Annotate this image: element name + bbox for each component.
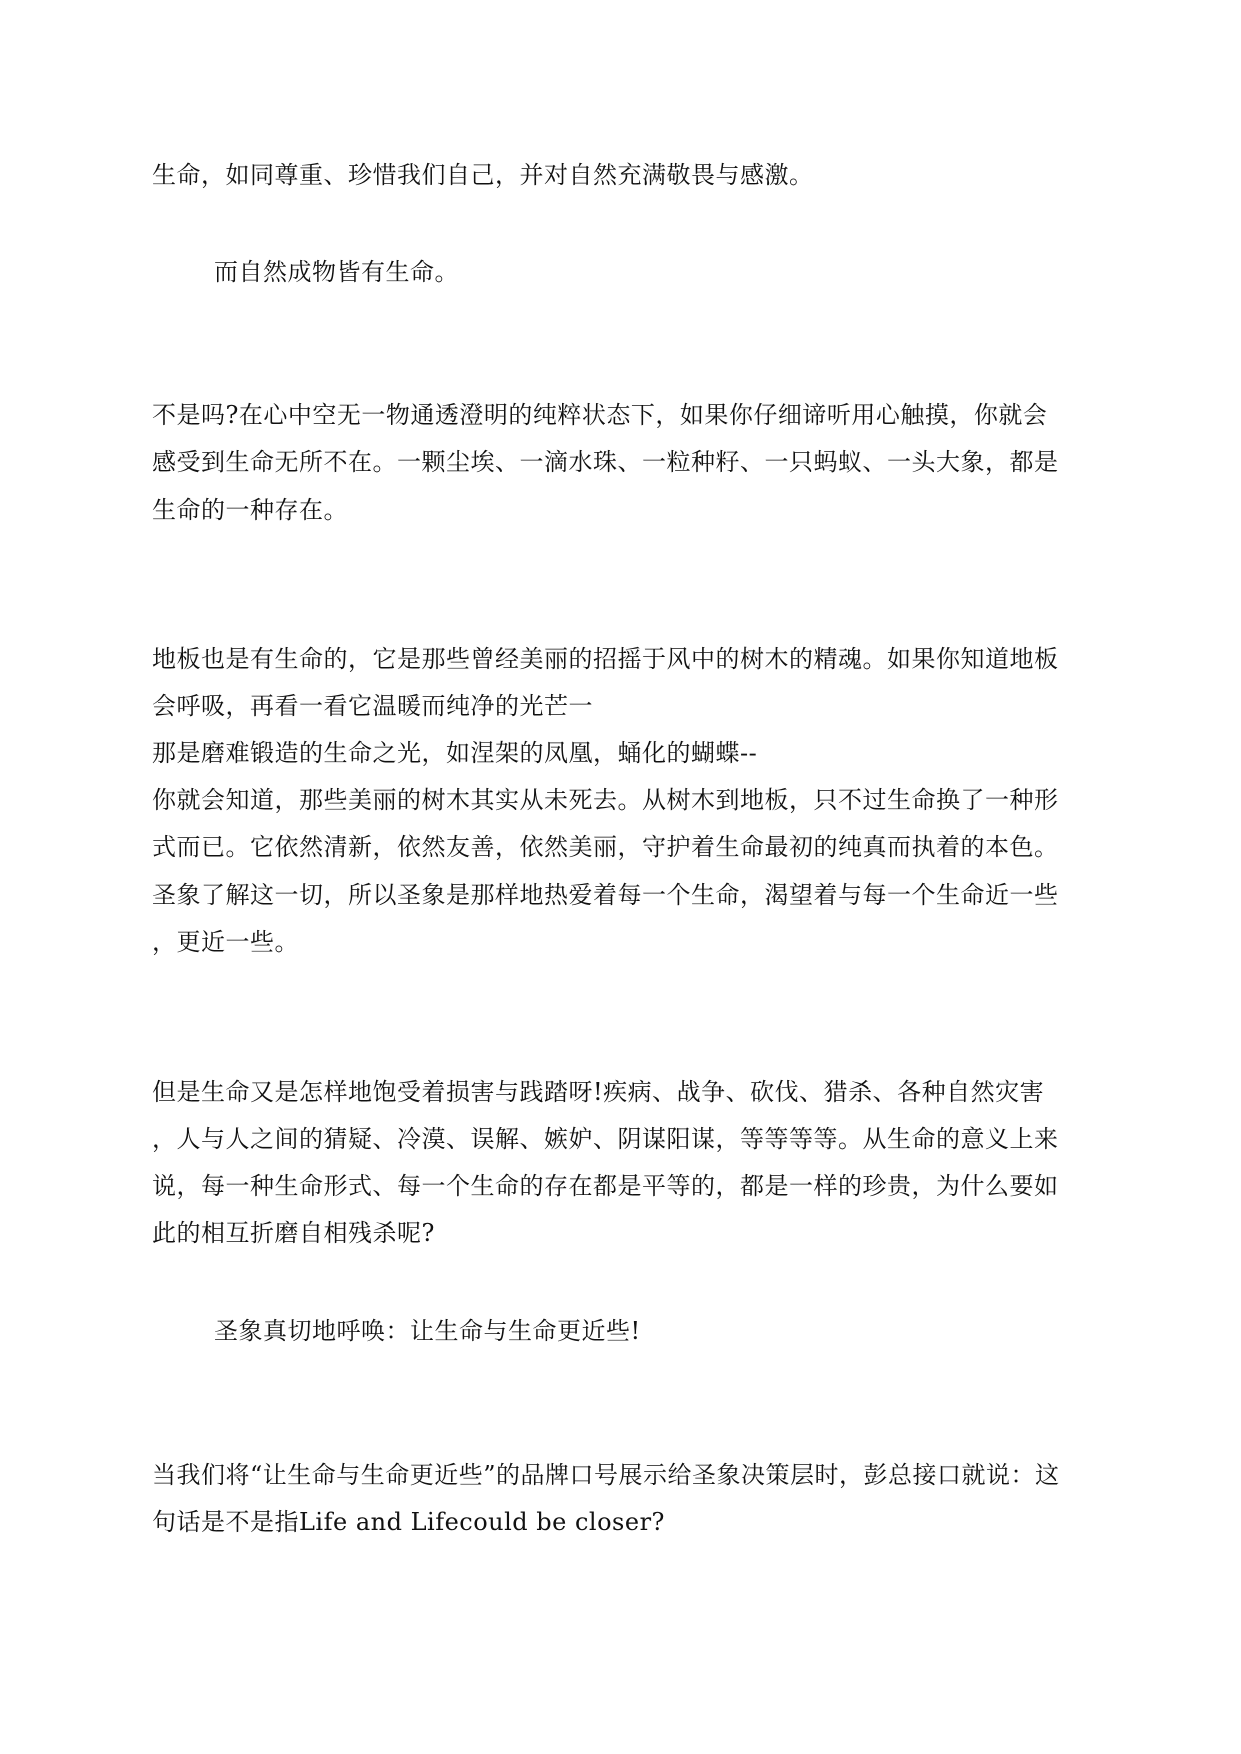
text-line-17: 圣象真切地呼唤：让生命与生命更近些! bbox=[214, 1317, 641, 1345]
text-line-10: 式而已。它依然清新，依然友善，依然美丽，守护着生命最初的纯真而执着的本色。 bbox=[152, 833, 1059, 861]
text-line-2: 而自然成物皆有生命。 bbox=[214, 258, 459, 286]
text-line-18: 当我们将“让生命与生命更近些”的品牌口号展示给圣象决策层时，彭总接口就说：这 bbox=[152, 1461, 1060, 1489]
text-line-9: 你就会知道，那些美丽的树木其实从未死去。从树木到地板，只不过生命换了一种形 bbox=[152, 786, 1059, 814]
text-line-1: 生命，如同尊重、珍惜我们自己，并对自然充满敬畏与感激。 bbox=[152, 161, 814, 189]
text-line-6: 地板也是有生命的，它是那些曾经美丽的招摇于风中的树木的精魂。如果你知道地板 bbox=[152, 645, 1059, 673]
text-line-7: 会呼吸，再看一看它温暖而纯净的光芒一 bbox=[152, 692, 593, 720]
text-line-19: 句话是不是指Life and Lifecould be closer? bbox=[152, 1508, 665, 1536]
text-line-15: 说，每一种生命形式、每一个生命的存在都是平等的，都是一样的珍贵，为什么要如 bbox=[152, 1172, 1059, 1200]
text-line-5: 生命的一种存在。 bbox=[152, 496, 348, 524]
text-line-16: 此的相互折磨自相残杀呢? bbox=[152, 1219, 435, 1247]
text-line-11: 圣象了解这一切，所以圣象是那样地热爱着每一个生命，渴望着与每一个生命近一些 bbox=[152, 881, 1059, 909]
text-line-13: 但是生命又是怎样地饱受着损害与践踏呀!疾病、战争、砍伐、猎杀、各种自然灾害 bbox=[152, 1078, 1045, 1106]
text-line-4: 感受到生命无所不在。一颗尘埃、一滴水珠、一粒种籽、一只蚂蚁、一头大象，都是 bbox=[152, 448, 1059, 476]
text-line-14: ，人与人之间的猜疑、冷漠、误解、嫉妒、阴谋阳谋，等等等等。从生命的意义上来 bbox=[152, 1125, 1059, 1153]
text-line-3: 不是吗?在心中空无一物通透澄明的纯粹状态下，如果你仔细谛听用心触摸，你就会 bbox=[152, 401, 1048, 429]
text-line-8: 那是磨难锻造的生命之光，如涅架的凤凰，蛹化的蝴蝶-- bbox=[152, 739, 758, 767]
text-line-12: ，更近一些。 bbox=[152, 928, 299, 956]
